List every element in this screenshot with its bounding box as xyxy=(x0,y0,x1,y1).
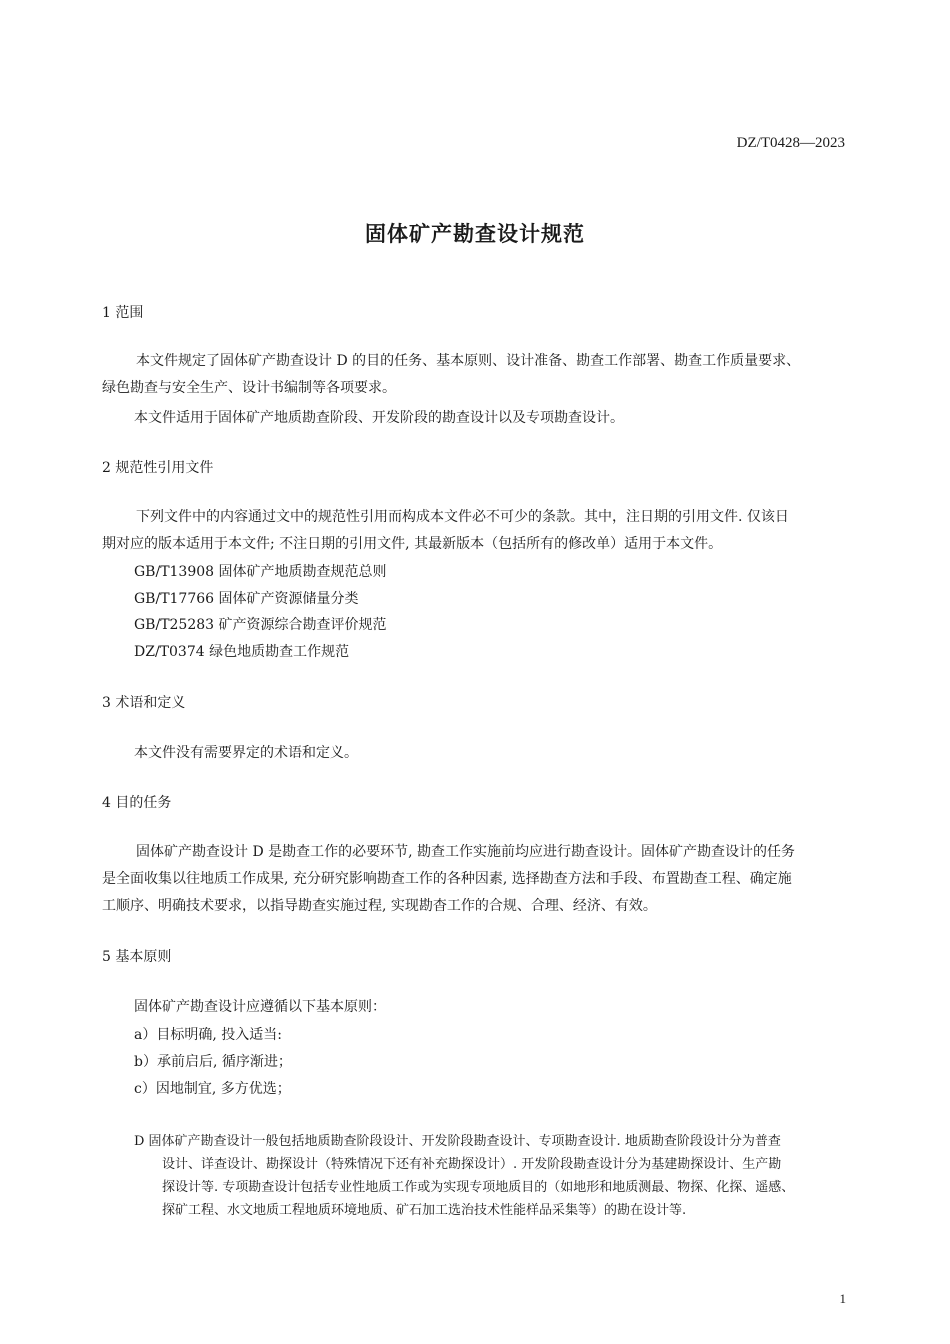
section-1-paragraph-2: 本文件适用于固体矿产地质勘查阶段、开发阶段的勘查设计以及专项勘查设计。 xyxy=(134,410,624,426)
section-4-heading: 4 目的任务 xyxy=(102,795,172,811)
section-1-paragraph-1 xyxy=(102,348,800,402)
section-5-heading: 5 基本原则 xyxy=(102,949,172,965)
section-1-heading: 1 范围 xyxy=(102,305,144,321)
principle-item: c）因地制宜, 多方优选； xyxy=(134,1081,291,1097)
reference-item: GB/T13908 固体矿产地质勘查规范总则 xyxy=(134,564,387,580)
section-3-paragraph: 本文件没有需要界定的术语和定义。 xyxy=(134,745,358,761)
section-4-line-2: 是全面收集以往地质工作成果, 充分研究影响勘查工作的各种因素, 选择勘查方法和手段、布置勘查工程、确定施 xyxy=(102,871,792,887)
section-2-heading: 2 规范性引用文件 xyxy=(102,460,214,476)
footnote xyxy=(134,1130,794,1222)
reference-item: GB/T17766 固体矿产资源储量分类 xyxy=(134,591,359,607)
footnote-line-1: D 固体矿产勘查设计一般包括地质勘查阶段设计、开发阶段勘查设计、专项勘查设计. 地质勘查阶段设计分为普查 xyxy=(134,1134,781,1149)
section-4-paragraph xyxy=(102,839,795,920)
footnote-line-4: 探矿工程、水文地质工程地质环境地质、矿石加工选治技术性能样品采集等）的勘在设计等. xyxy=(162,1203,687,1218)
principle-item: a）目标明确, 投入适当: xyxy=(134,1027,282,1043)
standard-code: DZ/T0428—2023 xyxy=(736,135,845,151)
section-3-heading: 3 术语和定义 xyxy=(102,695,186,711)
section-2-paragraph-1 xyxy=(102,504,789,558)
section-4-line-3: 工顺序、明确技术要求，以指导勘查实施过程, 实现勘杳工作的合规、合理、经济、有效。 xyxy=(102,898,657,914)
principle-item: b）承前启后, 循序渐进； xyxy=(134,1054,292,1070)
reference-item: GB/T25283 矿产资源综合勘查评价规范 xyxy=(134,617,387,633)
footnote-line-3: 探设计等. 专项勘查设计包括专业性地质工作或为实现专项地质目的（如地形和地质测最、物探、化探、遥感、 xyxy=(162,1180,795,1195)
section-1-p1-line-2: 绿色勘查与安全生产、设计书编制等各项要求。 xyxy=(102,380,396,396)
footnote-line-2: 设计、详查设计、勘探设计（特殊情况下还有补充勘探设计）. 开发阶段勘查设计分为基建勘探设计、生产勘 xyxy=(162,1157,782,1172)
reference-item: DZ/T0374 绿色地质勘查工作规范 xyxy=(134,644,350,660)
section-2-p1-line-1: 下列文件中的内容通过文中的规范性引用而构成本文件必不可少的条款。其中，注日期的引用文件. 仅该日 xyxy=(136,509,789,525)
section-4-line-1: 固体矿产勘查设计 D 是勘查工作的必要环节, 勘查工作实施前均应进行勘查设计。固体矿产勘查设计的任务 xyxy=(136,844,796,860)
section-2-p1-line-2: 期对应的版本适用于本文件; 不注日期的引用文件, 其最新版本（包括所有的修改单）适用于本文件。 xyxy=(102,536,723,552)
document-title: 固体矿产勘查设计规范 xyxy=(365,222,585,246)
page-number: 1 xyxy=(839,1291,846,1306)
section-5-intro: 固体矿产勘查设计应遵循以下基本原则： xyxy=(134,999,386,1015)
section-1-p1-line-1: 本文件规定了固体矿产勘查设计 D 的目的任务、基本原则、设计准备、勘查工作部署、勘查工作质量要求、 xyxy=(136,353,801,369)
